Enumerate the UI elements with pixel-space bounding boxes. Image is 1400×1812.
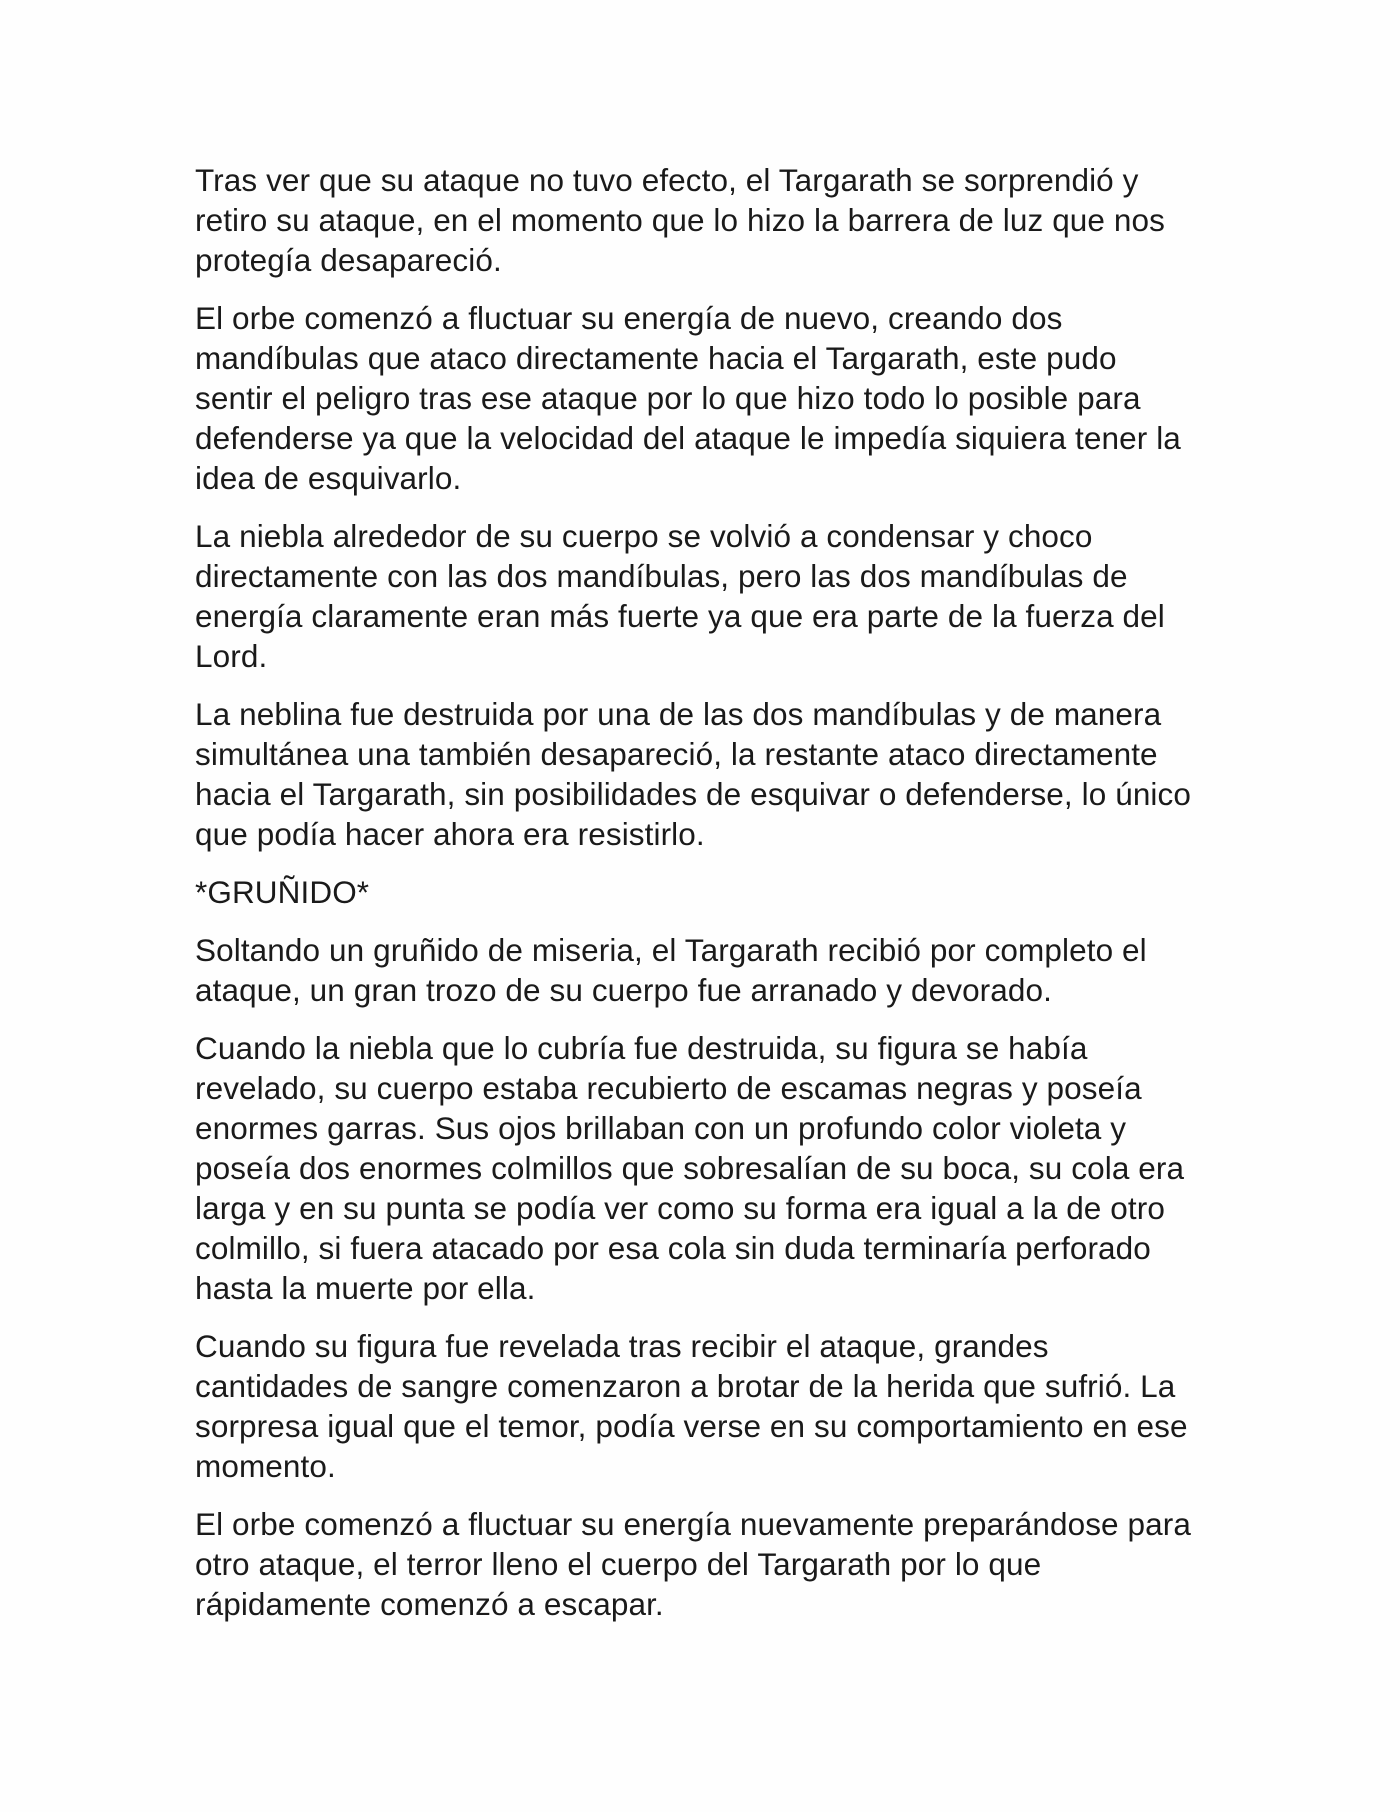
paragraph: El orbe comenzó a fluctuar su energía de nuevo, creando dos mandíbulas que ataco directamente hacia el Targarath, este pudo sentir el peligro tras ese ataque por lo que hizo todo lo posible para defenderse ya que la velocidad del ataque le impedía siquiera tener la idea de esquivarlo. [195,300,1181,496]
paragraph: Cuando su figura fue revelada tras recibir el ataque, grandes cantidades de sangre comenzaron a brotar de la herida que sufrió. La sorpresa igual que el temor, podía verse en su comportamiento en ese momento. [195,1328,1188,1484]
paragraph: El orbe comenzó a fluctuar su energía nuevamente preparándose para otro ataque, el terror lleno el cuerpo del Targarath por lo que rápidamente comenzó a escapar. [195,1506,1191,1622]
paragraph: Cuando la niebla que lo cubría fue destruida, su figura se había revelado, su cuerpo estaba recubierto de escamas negras y poseía enormes garras. Sus ojos brillaban con un profundo color violeta y poseía dos enormes colmillos que sobresalían de su boca, su cola era larga y en su punta se podía ver como su forma era igual a la de otro colmillo, si fuera atacado por esa cola sin duda terminaría perforado hasta la muerte por ella. [195,1030,1185,1306]
document-body [195,160,1225,1642]
paragraph: La neblina fue destruida por una de las dos mandíbulas y de manera simultánea una también desapareció, la restante ataco directamente hacia el Targarath, sin posibilidades de esquivar o defenderse, lo único que podía hacer ahora era resistirlo. [195,696,1192,852]
paragraph: Tras ver que su ataque no tuvo efecto, el Targarath se sorprendió y retiro su ataque, en el momento que lo hizo la barrera de luz que nos protegía desapareció. [195,162,1165,278]
paragraph-onomatopoeia: *GRUÑIDO* [195,874,370,910]
paragraph: Soltando un gruñido de miseria, el Targarath recibió por completo el ataque, un gran trozo de su cuerpo fue arranado y devorado. [195,932,1147,1008]
paragraph: La niebla alrededor de su cuerpo se volvió a condensar y choco directamente con las dos mandíbulas, pero las dos mandíbulas de energía claramente eran más fuerte ya que era parte de la fuerza del Lord. [195,518,1165,674]
